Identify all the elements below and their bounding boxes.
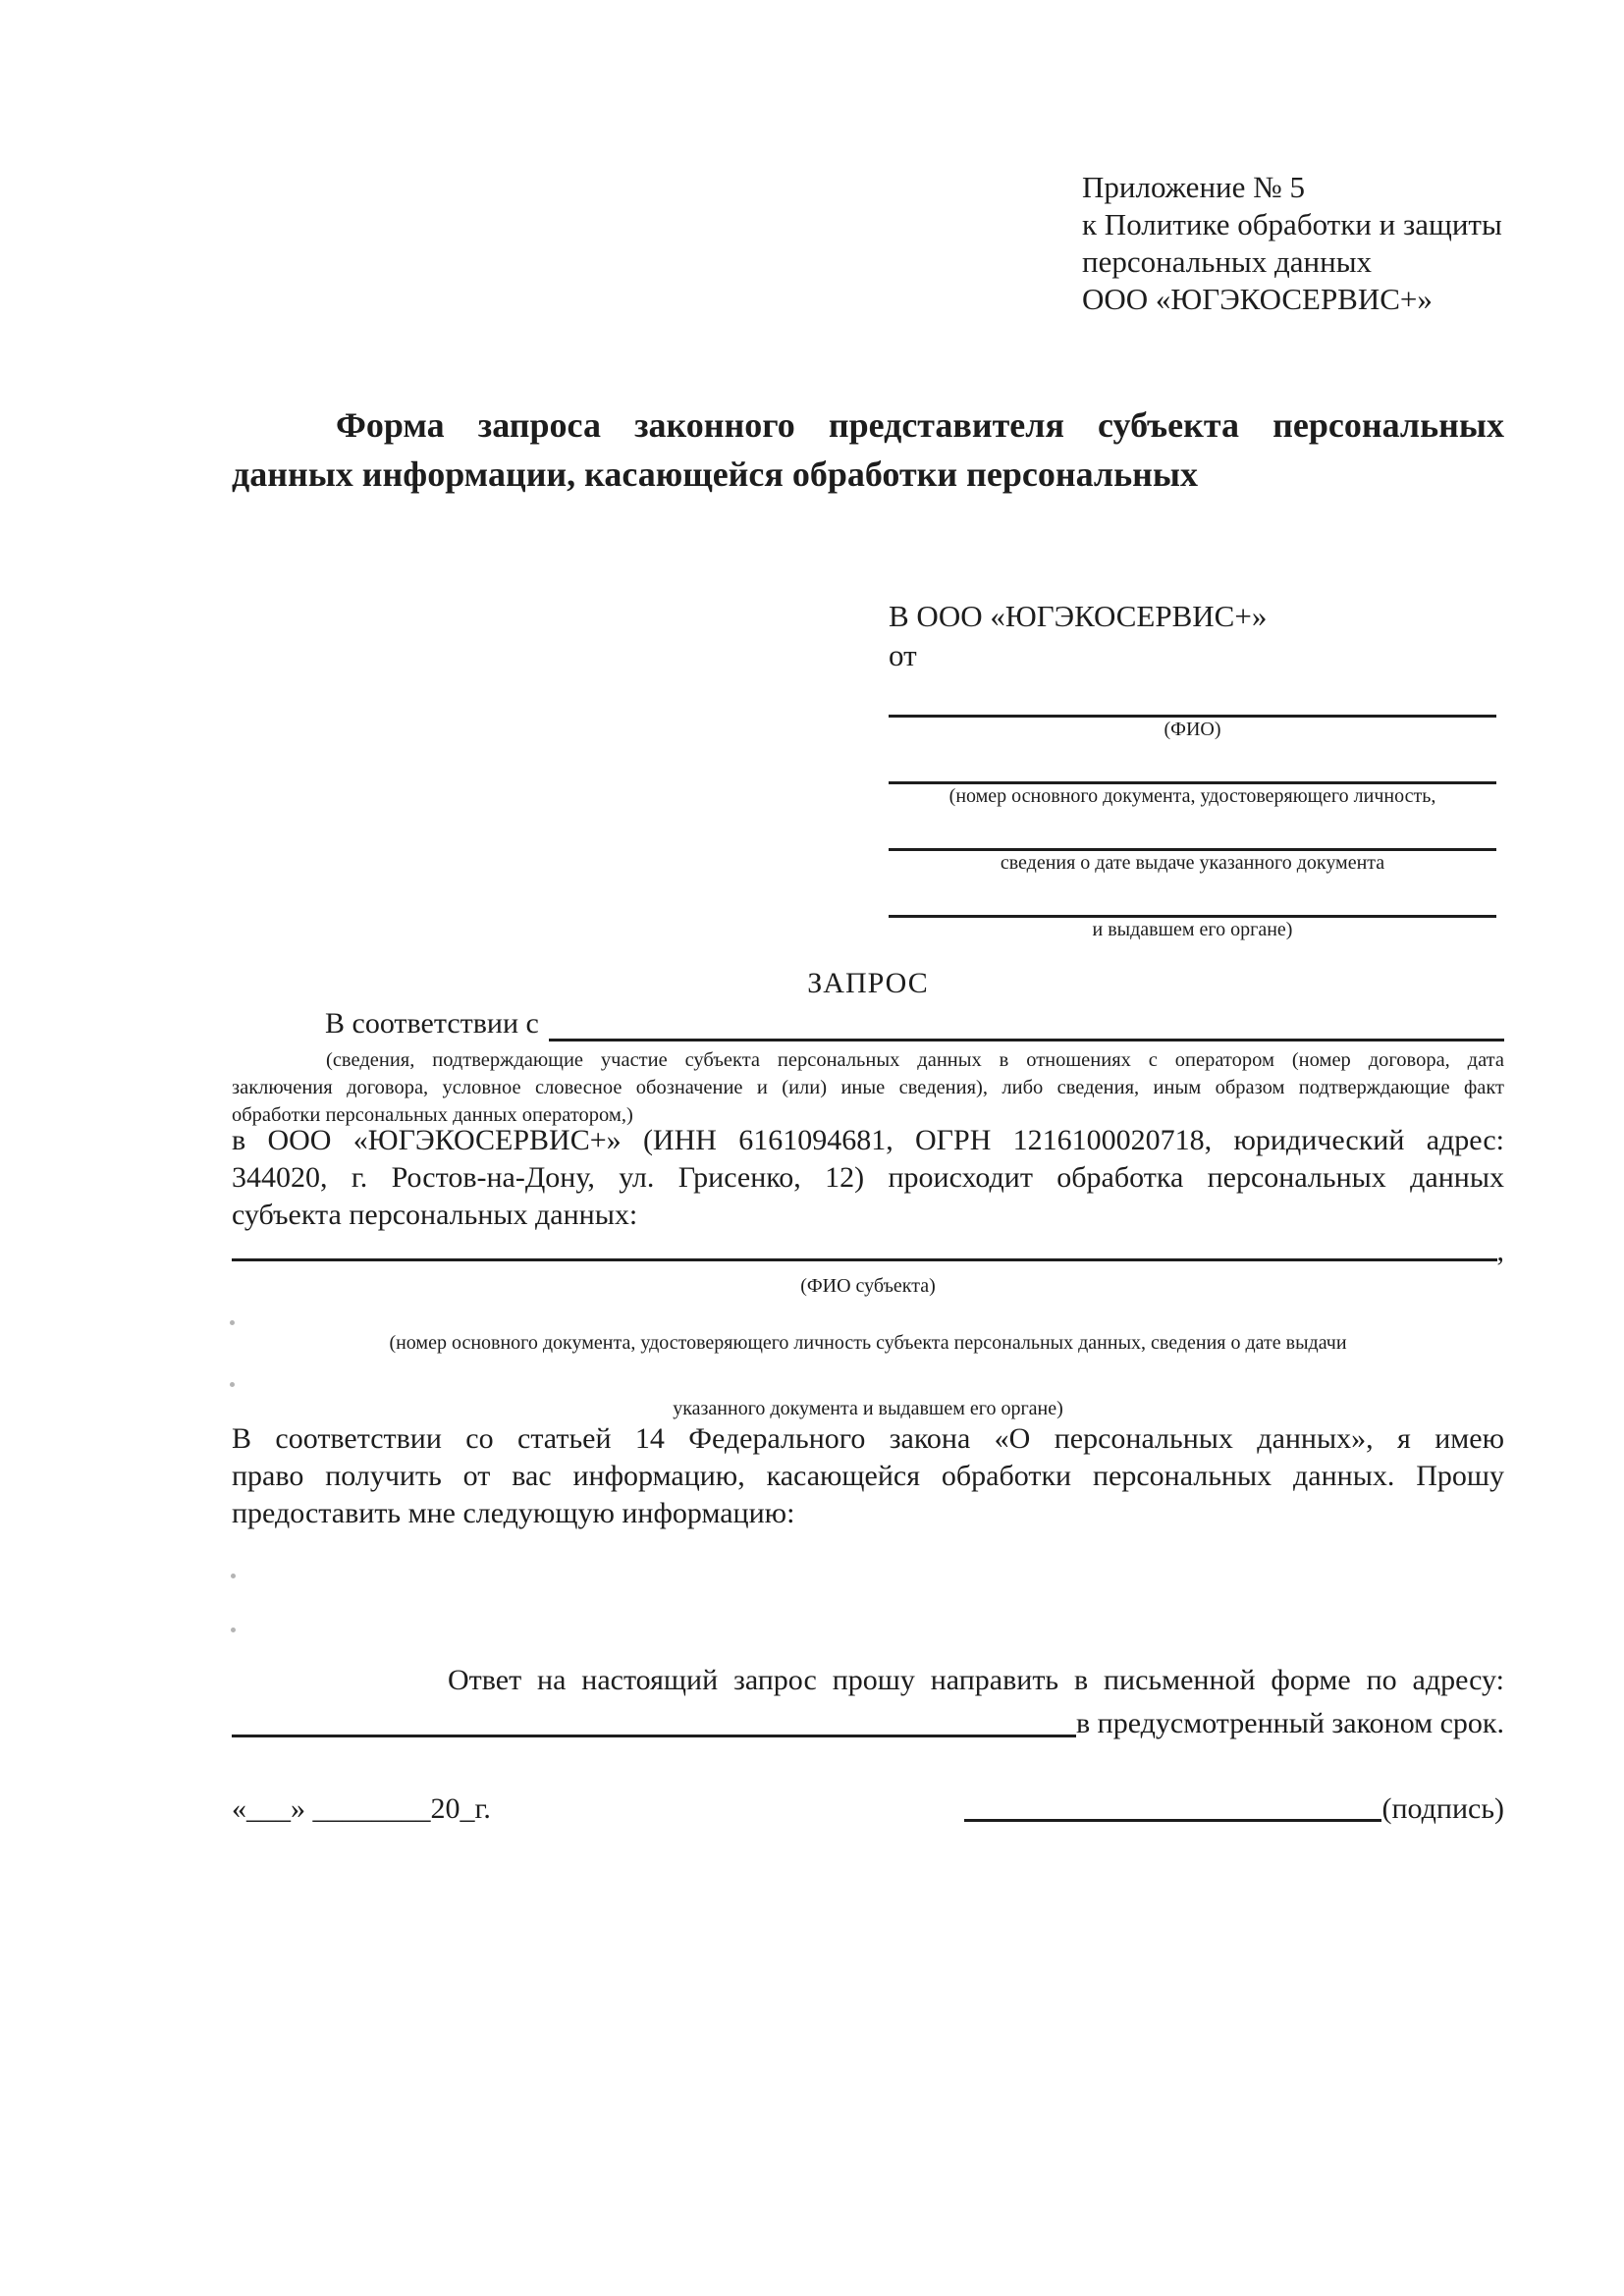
reply-paragraph: Ответ на настоящий запрос прошу направить в письменной форме по адресу:: [448, 1664, 1504, 1696]
issuer-field-line: [889, 876, 1496, 918]
issue-date-field-caption: сведения о дате выдаче указанного документа: [1000, 852, 1385, 874]
doc-number-field-line: [889, 742, 1496, 784]
subject-fio-comma: ,: [1496, 1235, 1504, 1267]
subject-doc-caption: (номер основного документа, удостоверяющего личность субъекта персональных данных, сведения о дате выдачи: [389, 1332, 1347, 1354]
subject-fio-line: [232, 1229, 1497, 1261]
scan-artifact-dot: [231, 1574, 236, 1578]
subject-fio-caption: (ФИО субъекта): [800, 1275, 936, 1297]
page-title: [232, 400, 1504, 499]
operator-paragraph-line: 344020, г. Ростов-на-Дону, ул. Грисенко, 12) происходит обработка персональных данных: [232, 1161, 1504, 1194]
law-paragraph-line: В соответствии со статьей 14 Федерального закона «О персональных данных», я имею: [232, 1422, 1504, 1455]
footnote-line: обработки персональных данных оператором,): [232, 1104, 633, 1126]
law-paragraph: [232, 1420, 1504, 1532]
date-blank: «___» ________20_г.: [232, 1792, 491, 1825]
footnote-line: заключения договора, условное словесное обозначение и (или) иные сведения), либо сведения, иным образом подтверждающие факт: [232, 1077, 1504, 1098]
footnote: [232, 1046, 1504, 1129]
appendix-note-line: персональных данных: [1082, 244, 1373, 279]
fio-field-caption: (ФИО): [1164, 719, 1221, 740]
operator-paragraph-line: субъекта персональных данных:: [232, 1199, 638, 1231]
scan-artifact-dot: [230, 1320, 235, 1325]
fio-field-line: [889, 675, 1496, 718]
scan-artifact-dot: [231, 1628, 236, 1632]
signature-caption: (подпись): [1381, 1792, 1504, 1825]
scan-artifact-dot: [230, 1382, 235, 1387]
date-signature-spacer: [491, 1789, 965, 1828]
request-heading: ЗАПРОС: [807, 967, 929, 999]
footnote-line: (сведения, подтверждающие участие субъекта персональных данных в отношениях с оператором (номер договора, дата: [326, 1049, 1504, 1071]
operator-paragraph: [232, 1122, 1504, 1234]
intro-prefix: В соответствии с: [325, 1007, 539, 1040]
addressee-block: [889, 597, 1496, 942]
addressee-from-label: от: [889, 638, 917, 672]
page-title-line: данных информации, касающейся обработки персональных: [232, 454, 1198, 494]
intro-row: [232, 1007, 1504, 1046]
subject-fio-row: [232, 1229, 1504, 1266]
operator-paragraph-line: в ООО «ЮГЭКОСЕРВИС+» (ИНН 6161094681, ОГРН 1216100020718, юридический адрес:: [232, 1124, 1504, 1156]
law-paragraph-line: право получить от вас информацию, касающейся обработки персональных данных. Прошу: [232, 1460, 1504, 1492]
subject-doc-caption: указанного документа и выдавшем его органе): [673, 1398, 1063, 1419]
reply-address-row: [232, 1703, 1504, 1742]
page-title-line: Форма запроса законного представителя субъекта персональных: [336, 405, 1504, 445]
addressee-organization: В ООО «ЮГЭКОСЕРВИС+»: [889, 599, 1268, 633]
appendix-note-line: к Политике обработки и защиты: [1082, 207, 1502, 241]
date-signature-row: [232, 1789, 1504, 1828]
issue-date-field-line: [889, 809, 1496, 851]
signature-line: [964, 1789, 1381, 1822]
law-paragraph-line: предоставить мне следующую информацию:: [232, 1497, 795, 1529]
reply-paragraph-suffix: в предусмотренный законом срок.: [1076, 1707, 1504, 1739]
doc-number-field-caption: (номер основного документа, удостоверяющего личность,: [948, 785, 1436, 807]
appendix-note-line: ООО «ЮГЭКОСЕРВИС+»: [1082, 282, 1433, 316]
appendix-note-line: Приложение № 5: [1082, 170, 1305, 204]
reply-address-line: [232, 1703, 1076, 1737]
intro-blank-line: [549, 1007, 1504, 1041]
appendix-note: [1082, 169, 1553, 318]
issuer-field-caption: и выдавшем его органе): [1092, 919, 1293, 940]
